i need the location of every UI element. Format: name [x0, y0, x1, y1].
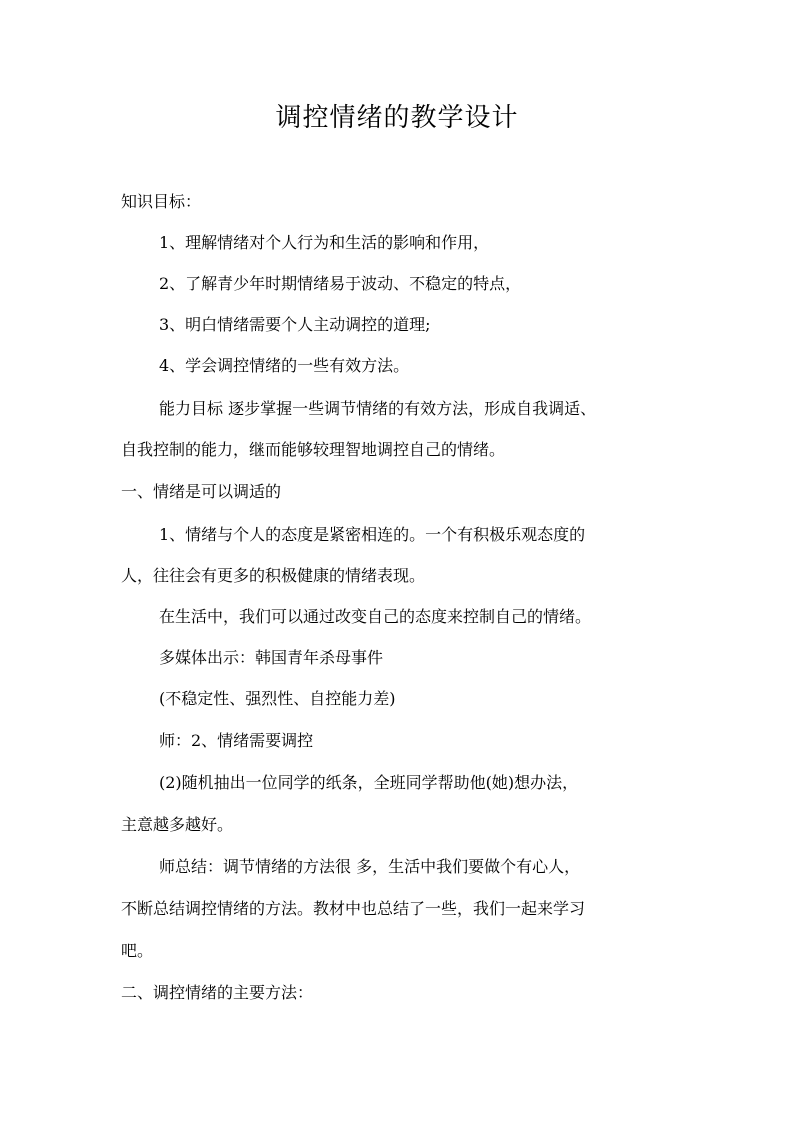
paragraph-line: 1、情绪与个人的态度是紧密相连的。一个有积极乐观态度的: [159, 525, 586, 544]
paragraph-line: (2)随机抽出一位同学的纸条，全班同学帮助他(她)想办法，: [159, 773, 579, 792]
goal-item-4: 4、学会调控情绪的一些有效方法。: [159, 356, 410, 375]
ability-goal-line-1: 能力目标 逐步掌握一些调节情绪的有效方法，形成自我调适、: [159, 399, 597, 418]
paragraph-line: 师总结：调节情绪的方法很 多，生活中我们要做个有心人，: [159, 857, 581, 876]
paragraph-line: 主意越多越好。: [121, 815, 234, 834]
goal-item-3: 3、明白情绪需要个人主动调控的道理;: [159, 315, 431, 334]
paragraph-line: 吧。: [121, 941, 154, 960]
goal-item-1: 1、理解情绪对个人行为和生活的影响和作用，: [159, 233, 490, 252]
document-title: 调控情绪的教学设计: [275, 103, 519, 133]
paragraph-line: 师：2、情绪需要调控: [159, 731, 314, 750]
paragraph-line: 不断总结调控情绪的方法。教材中也总结了一些，我们一起来学习: [121, 899, 586, 918]
section-heading-2: 二、调控情绪的主要方法：: [121, 983, 314, 1002]
goal-item-2: 2、了解青少年时期情绪易于波动、不稳定的特点，: [159, 274, 522, 293]
ability-goal-line-2: 自我控制的能力，继而能够较理智地调控自己的情绪。: [121, 440, 506, 459]
section-heading-1: 一、情绪是可以调适的: [121, 482, 282, 501]
paragraph-line: 多媒体出示：韩国青年杀母事件: [159, 648, 384, 667]
knowledge-goal-heading: 知识目标：: [121, 192, 202, 211]
paragraph-line: (不稳定性、强烈性、自控能力差): [159, 689, 396, 708]
paragraph-line: 在生活中，我们可以通过改变自己的态度来控制自己的情绪。: [159, 607, 592, 626]
paragraph-line: 人，往往会有更多的积极健康的情绪表现。: [121, 566, 426, 585]
